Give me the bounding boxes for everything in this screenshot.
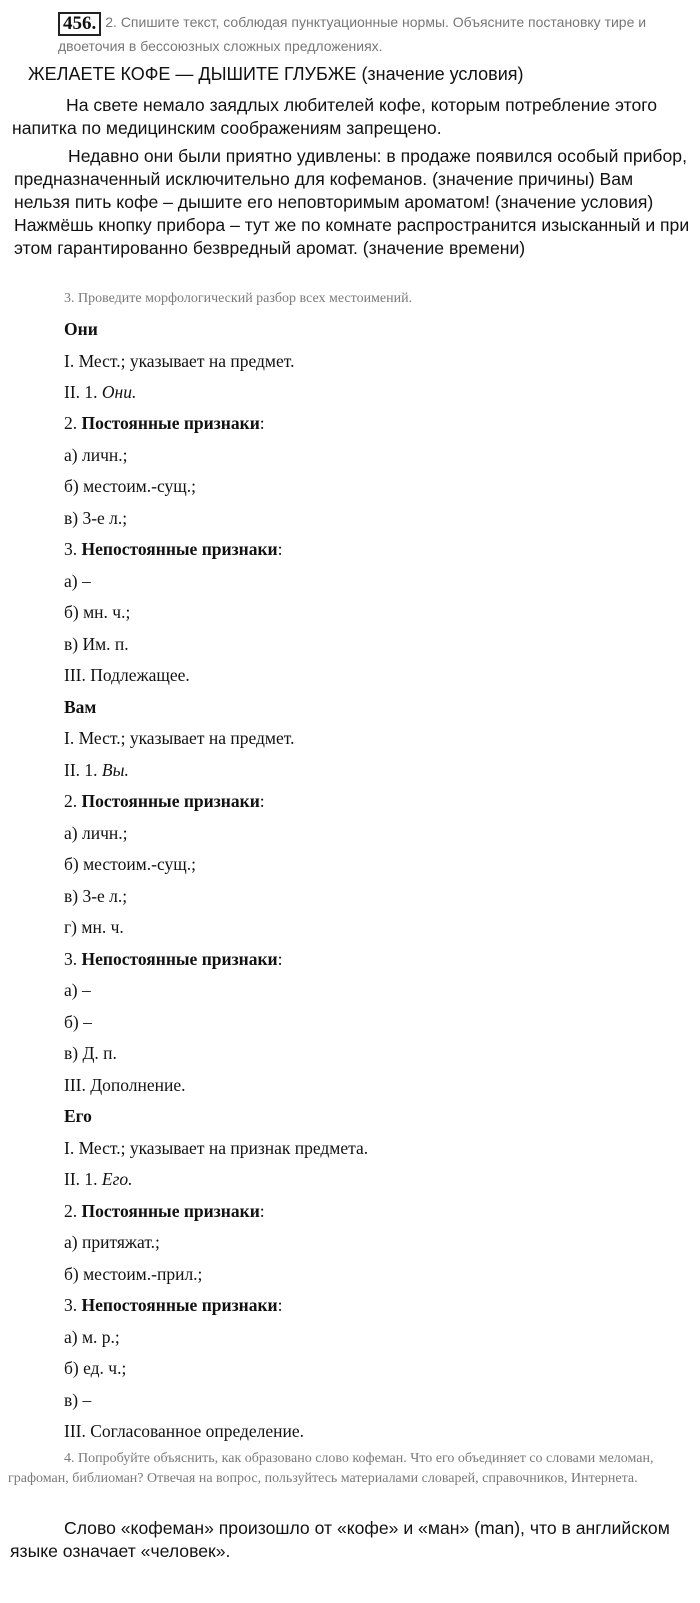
oni-part-ii [64, 380, 136, 404]
task-header [58, 12, 668, 57]
oni-const-b: б) местоим.-сущ.; [64, 476, 196, 496]
pronoun-heading-vam: Вам [64, 697, 97, 717]
ego-initial-form: Его. [101, 1169, 133, 1189]
ego-const-b: б) местоим.-прил.; [64, 1264, 203, 1284]
vam-const-d: г) мн. ч. [64, 917, 124, 937]
oni-variable-features-heading [64, 537, 283, 561]
vam-const-label: Постоянные признаки [81, 791, 260, 811]
task-step2-instruction: 2. Спишите текст, соблюдая пунктуационные нормы. Объясните постановку тире и двоеточия в бессоюзных сложных предложениях. [58, 14, 647, 54]
vam-var-c: в) Д. п. [64, 1043, 117, 1063]
ego-const-num: 2. [64, 1201, 82, 1221]
oni-const-num: 2. [64, 413, 82, 433]
oni-var-num: 3. [64, 539, 82, 559]
text-title: ЖЕЛАЕТЕ КОФЕ — ДЫШИТЕ ГЛУБЖЕ [28, 64, 357, 84]
vam-part-i: I. Мест.; указывает на предмет. [64, 728, 295, 748]
ego-part-ii [64, 1167, 133, 1191]
oni-ii-prefix: II. 1. [64, 382, 102, 402]
oni-part-iii: III. Подлежащее. [64, 665, 190, 685]
vam-var-label: Непостоянные признаки [81, 949, 278, 969]
text-paragraph-2: Недавно они были приятно удивлены: в продаже появился особый прибор, предназначенный исключительно для кофеманов. (значение причины) Вам нельзя пить кофе – дышите его неповторимым ароматом! (значение условия) Нажмёшь кнопку прибора – тут же по комнате распространится изысканный и при этом гарантированно безвредный аромат. (значение времени) [14, 146, 690, 258]
text-paragraph-1: На свете немало заядлых любителей кофе, которым потребление этого напитка по медицинским соображениям запрещено. [12, 95, 658, 138]
ego-part-i: I. Мест.; указывает на признак предмета. [64, 1138, 369, 1158]
vam-var-num: 3. [64, 949, 82, 969]
oni-var-b: б) мн. ч.; [64, 602, 131, 622]
oni-const-colon: : [259, 413, 265, 433]
ego-var-a: а) м. р.; [64, 1327, 120, 1347]
ego-var-colon: : [277, 1295, 283, 1315]
vam-const-colon: : [259, 791, 265, 811]
oni-const-c: в) 3-е л.; [64, 508, 128, 528]
vam-initial-form: Вы. [101, 760, 129, 780]
vam-const-b: б) местоим.-сущ.; [64, 854, 196, 874]
ego-const-colon: : [259, 1201, 265, 1221]
vam-var-colon: : [277, 949, 283, 969]
ego-var-c: в) – [64, 1390, 92, 1410]
pronoun-heading-ego: Его [64, 1106, 92, 1126]
ego-const-label: Постоянные признаки [81, 1201, 260, 1221]
text-title-note: (значение условия) [361, 64, 524, 84]
oni-var-label: Непостоянные признаки [81, 539, 278, 559]
vam-part-ii [64, 758, 129, 782]
oni-constant-features-heading [64, 411, 265, 435]
vam-var-a: а) – [64, 980, 91, 1000]
vam-part-iii: III. Дополнение. [64, 1075, 186, 1095]
ego-constant-features-heading [64, 1199, 265, 1223]
ego-ii-prefix: II. 1. [64, 1169, 102, 1189]
pronoun-heading-oni: Они [64, 319, 98, 339]
vam-const-c: в) 3-е л.; [64, 886, 128, 906]
oni-const-label: Постоянные признаки [81, 413, 260, 433]
exercise-number: 456. [58, 12, 101, 36]
text-title-line [28, 62, 524, 86]
step4-answer: Слово «кофеман» произошло от «кофе» и «ман» (man), что в английском языке означает «человек». [10, 1518, 670, 1561]
ego-var-b: б) ед. ч.; [64, 1358, 127, 1378]
vam-var-b: б) – [64, 1012, 92, 1032]
oni-const-a: а) личн.; [64, 445, 128, 465]
ego-var-label: Непостоянные признаки [81, 1295, 278, 1315]
oni-var-c: в) Им. п. [64, 634, 129, 654]
ego-var-num: 3. [64, 1295, 82, 1315]
oni-var-colon: : [277, 539, 283, 559]
vam-const-num: 2. [64, 791, 82, 811]
vam-const-a: а) личн.; [64, 823, 128, 843]
oni-var-a: а) – [64, 571, 91, 591]
oni-initial-form: Они. [101, 382, 137, 402]
step4-instruction: 4. Попробуйте объяснить, как образовано слово кофеман. Что его объединяет со словами меломан, графоман, библиоман? Отвечая на вопрос, пользуйтесь материалами словарей, справочников, Интернета. [8, 1451, 654, 1486]
vam-ii-prefix: II. 1. [64, 760, 102, 780]
step3-instruction: 3. Проведите морфологический разбор всех местоимений. [64, 291, 413, 306]
vam-constant-features-heading [64, 789, 265, 813]
vam-variable-features-heading [64, 947, 283, 971]
ego-const-a: а) притяжат.; [64, 1232, 160, 1252]
oni-part-i: I. Мест.; указывает на предмет. [64, 351, 295, 371]
ego-part-iii: III. Согласованное определение. [64, 1421, 305, 1441]
ego-variable-features-heading [64, 1293, 283, 1317]
